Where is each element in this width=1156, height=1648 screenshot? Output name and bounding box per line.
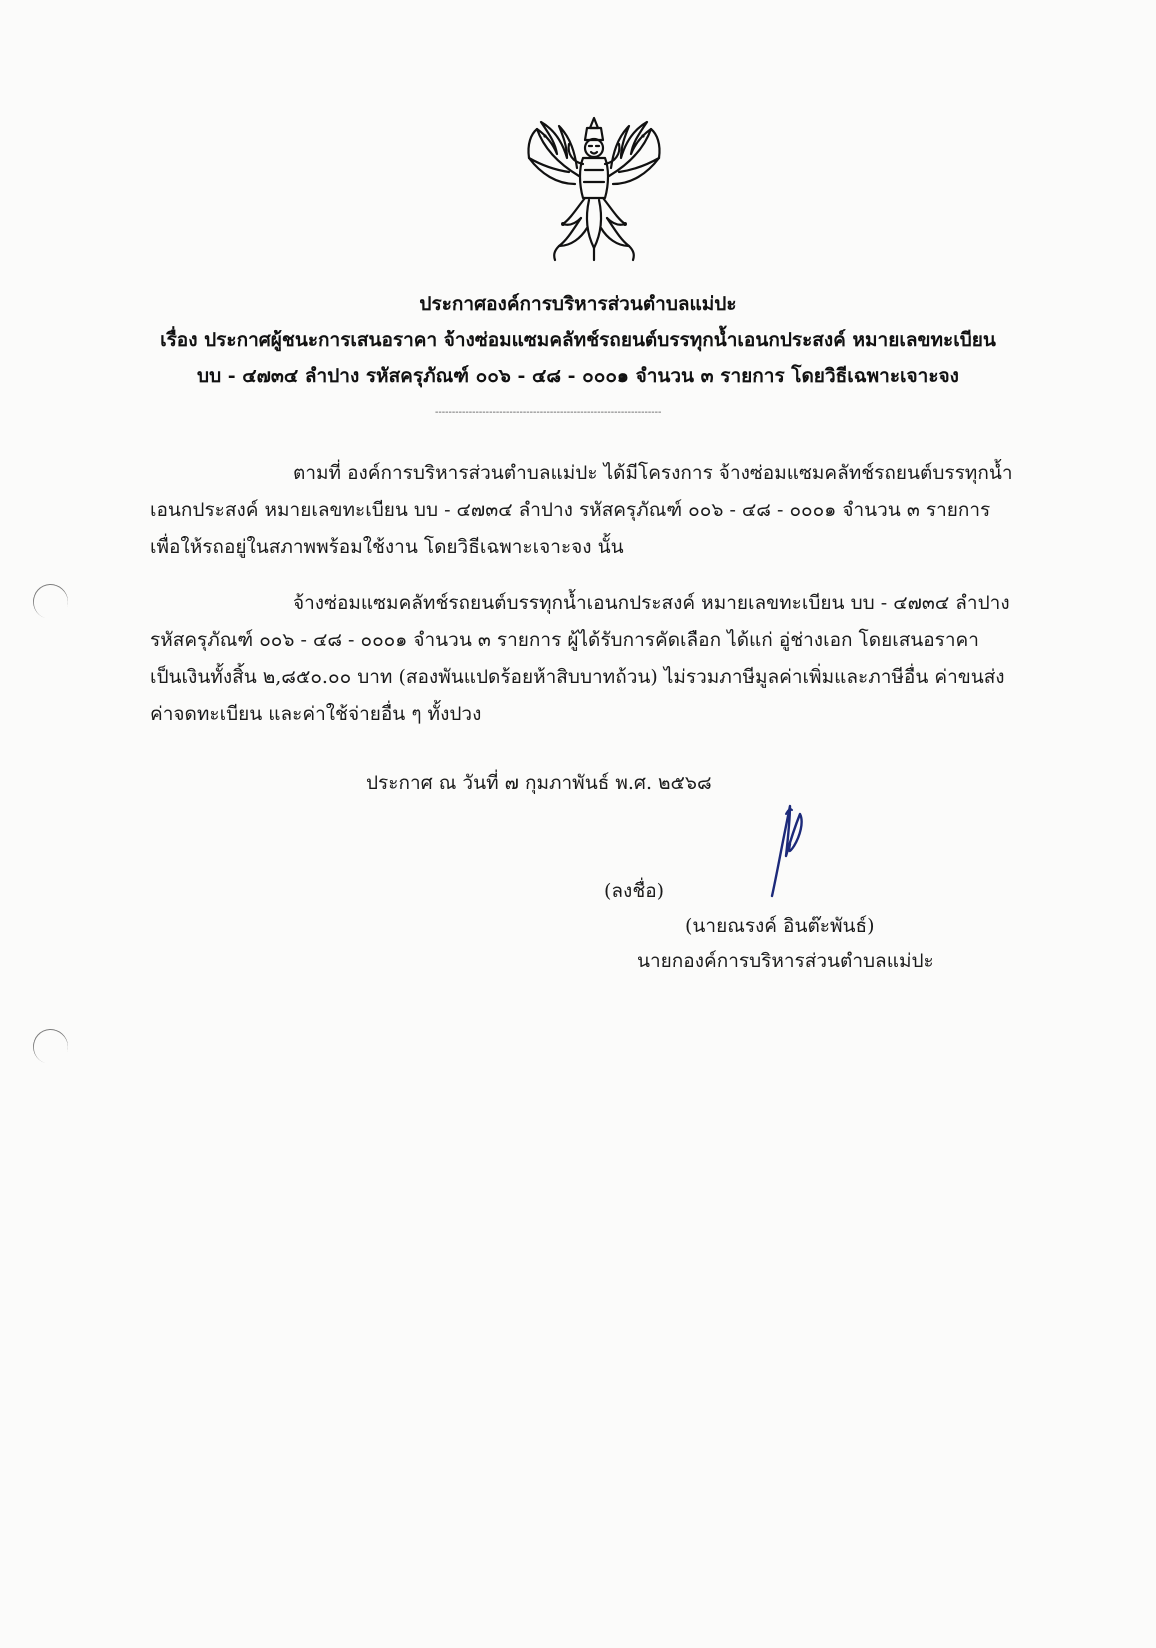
announcement-title: ประกาศองค์การบริหารส่วนตำบลแม่ปะ xyxy=(419,293,737,315)
subject-line: เรื่อง ประกาศผู้ชนะการเสนอราคา จ้างซ่อมแซมคลัทช์รถยนต์บรรทุกน้ำเอนกประสงค์ หมายเลขทะเบียน xyxy=(160,329,996,351)
paragraph-2-line: เป็นเงินทั้งสิ้น ๒,๘๕๐.๐๐ บาท (สองพันแปดร้อยห้าสิบบาทถ้วน) ไม่รวมภาษีมูลค่าเพิ่มและภาษีอื่น ค่าขนส่ง xyxy=(150,666,1005,688)
signatory-position: นายกองค์การบริหารส่วนตำบลแม่ปะ xyxy=(637,950,934,972)
garuda-emblem-icon xyxy=(519,114,669,264)
punch-hole-mark xyxy=(28,1024,73,1069)
paragraph-1-line: เอนกประสงค์ หมายเลขทะเบียน บบ - ๔๗๓๔ ลำปาง รหัสครุภัณฑ์ ๐๐๖ - ๔๘ - ๐๐๐๑ จำนวน ๓ รายการ xyxy=(150,499,991,521)
announcement-date: ประกาศ ณ วันที่ ๗ กุมภาพันธ์ พ.ศ. ๒๕๖๘ xyxy=(366,772,712,794)
subject-line: บบ - ๔๗๓๔ ลำปาง รหัสครุภัณฑ์ ๐๐๖ - ๔๘ - ๐๐๐๑ จำนวน ๓ รายการ โดยวิธีเฉพาะเจาะจง xyxy=(197,365,959,387)
paragraph-2-line: ค่าจดทะเบียน และค่าใช้จ่ายอื่น ๆ ทั้งปวง xyxy=(150,703,482,725)
sign-label: (ลงชื่อ) xyxy=(604,880,665,902)
handwritten-signature-icon xyxy=(760,800,820,900)
paragraph-2-line: รหัสครุภัณฑ์ ๐๐๖ - ๔๘ - ๐๐๐๑ จำนวน ๓ รายการ ผู้ได้รับการคัดเลือก ได้แก่ อู่ช่างเอก โดยเสนอราคา xyxy=(150,629,979,651)
signatory-name: (นายณรงค์ อินต๊ะพันธ์) xyxy=(685,915,875,937)
paragraph-1-line: ตามที่ องค์การบริหารส่วนตำบลแม่ปะ ได้มีโครงการ จ้างซ่อมแซมคลัทช์รถยนต์บรรทุกน้ำ xyxy=(293,462,1013,484)
punch-hole-mark xyxy=(28,579,73,624)
paragraph-2-line: จ้างซ่อมแซมคลัทช์รถยนต์บรรทุกน้ำเอนกประสงค์ หมายเลขทะเบียน บบ - ๔๗๓๔ ลำปาง xyxy=(293,592,1010,614)
paragraph-1-line: เพื่อให้รถอยู่ในสภาพพร้อมใช้งาน โดยวิธีเฉพาะเจาะจง นั้น xyxy=(150,536,624,558)
header-separator: ------------------------------------------------------------------- xyxy=(435,408,662,418)
